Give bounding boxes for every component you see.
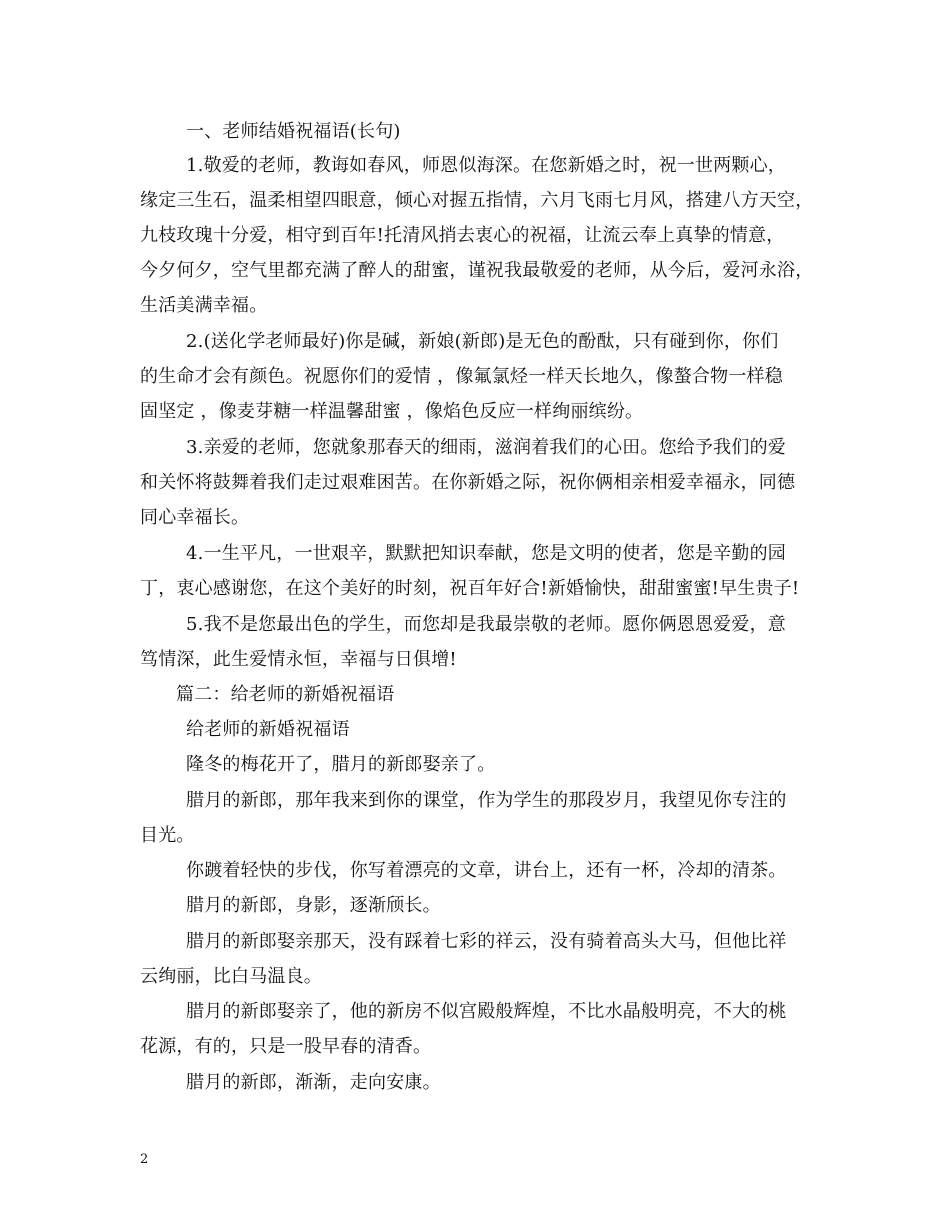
paragraph-line: 的生命才会有颜色。祝愿你们的爱情 ，像氟氯烃一样天长地久，像螯合物一样稳 (140, 366, 783, 387)
paragraph-line: 丁，衷心感谢您，在这个美好的时刻，祝百年好合!新婚愉快，甜甜蜜蜜!早生贵子! (140, 578, 800, 599)
paragraph-line: 腊月的新郎娶亲了，他的新房不似宫殿般辉煌，不比水晶般明亮，不大的桃 (186, 1001, 787, 1022)
paragraph-line: 腊月的新郎，渐渐，走向安康。 (186, 1072, 441, 1093)
paragraph-line: 你踱着轻快的步伐，你写着漂亮的文章，讲台上，还有一杯，冷却的清茶。 (186, 860, 787, 881)
paragraph-line: 3.亲爱的老师，您就象那春天的细雨，滋润着我们的心田。您给予我们的爱 (186, 437, 786, 458)
paragraph-line: 缘定三生石，温柔相望四眼意，倾心对握五指情，六月飞雨七月风，搭建八方天空， (140, 190, 814, 211)
paragraph-line: 九枝玫瑰十分爱，相守到百年!托清风捎去衷心的祝福，让流云奉上真挚的情意， (140, 225, 785, 246)
paragraph-line: 4.一生平凡，一世艰辛，默默把知识奉献，您是文明的使者，您是辛勤的园 (186, 543, 786, 564)
subheading: 给老师的新婚祝福语 (186, 719, 350, 740)
paragraph-line: 生活美满幸福。 (140, 295, 268, 316)
paragraph-line: 2.(送化学老师最好)你是碱，新娘(新郎)是无色的酚酞，只有碰到你，你们 (186, 331, 779, 352)
paragraph-line: 今夕何夕，空气里都充满了醉人的甜蜜，谨祝我最敬爱的老师，从今后，爱河永浴， (140, 260, 814, 281)
paragraph-line: 5.我不是您最出色的学生，而您却是我最崇敬的老师。愿你俩恩恩爱爱，意 (186, 614, 786, 635)
paragraph-line: 云绚丽，比白马温良。 (140, 966, 322, 987)
paragraph-line: 笃情深，此生爱情永恒，幸福与日俱增! (140, 649, 457, 670)
paragraph-line: 花源，有的，只是一股早春的清香。 (140, 1036, 432, 1057)
paragraph-line: 腊月的新郎，身影，逐渐颀长。 (186, 895, 441, 916)
paragraph-line: 腊月的新郎，那年我来到你的课堂，作为学生的那段岁月，我望见你专注的 (186, 790, 787, 811)
page-number: 2 (140, 1152, 149, 1167)
chapter-heading: 篇二：给老师的新婚祝福语 (176, 684, 395, 705)
paragraph-line: 隆冬的梅花开了，腊月的新郎娶亲了。 (186, 754, 496, 775)
paragraph-line: 和关怀将鼓舞着我们走过艰难困苦。在你新婚之际，祝你俩相亲相爱幸福永，同德 (140, 472, 796, 493)
paragraph-line: 腊月的新郎娶亲那天，没有踩着七彩的祥云，没有骑着高头大马，但他比祥 (186, 931, 787, 952)
paragraph-line: 1.敬爱的老师，教诲如春风，师恩似海深。在您新婚之时，祝一世两颗心， (186, 155, 786, 176)
paragraph-line: 同心幸福长。 (140, 507, 250, 528)
paragraph-line: 目光。 (140, 825, 195, 846)
section-heading: 一、老师结婚祝福语(长句) (186, 121, 401, 142)
paragraph-line: 固坚定 ，像麦芽糖一样温馨甜蜜 ，像焰色反应一样绚丽缤纷。 (140, 401, 644, 422)
